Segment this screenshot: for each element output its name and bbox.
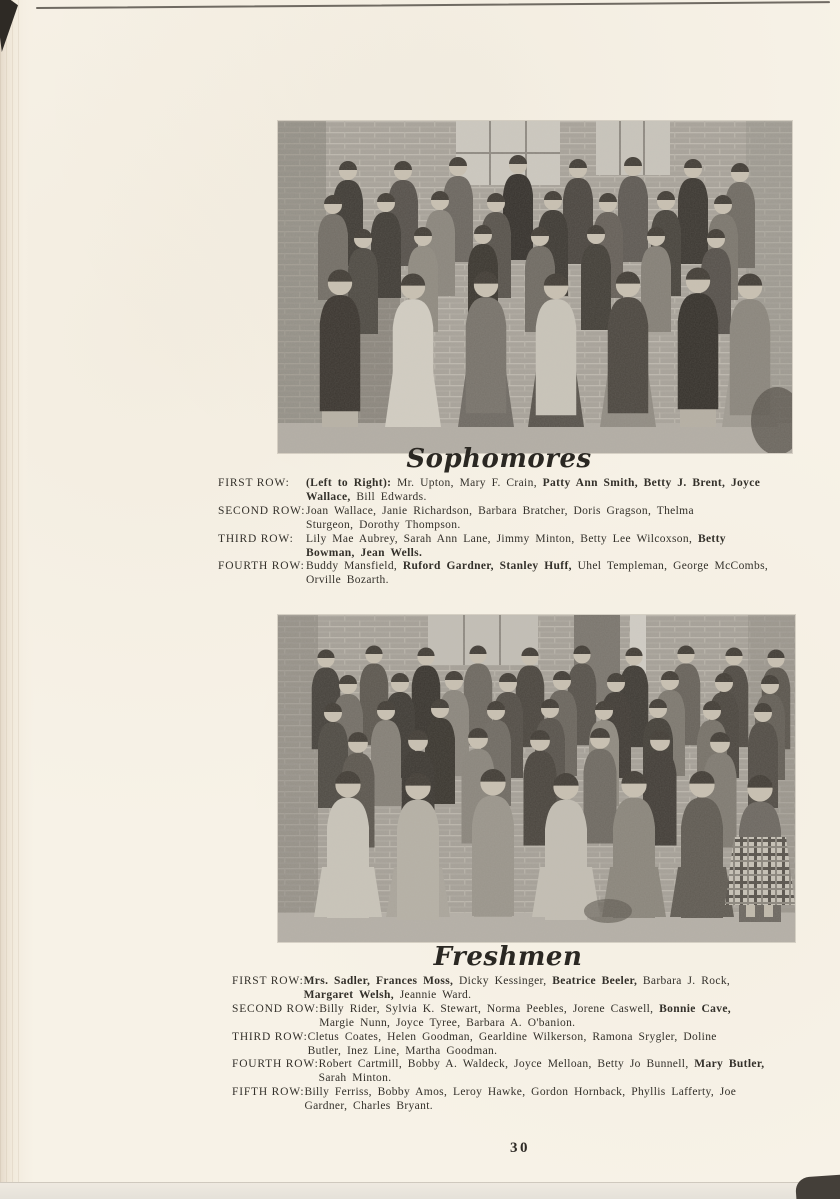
row-names bbox=[319, 1058, 798, 1086]
caption-line bbox=[306, 533, 798, 547]
freshmen-class-photo bbox=[278, 615, 795, 942]
caption-line bbox=[304, 1100, 798, 1114]
caption-row bbox=[218, 477, 798, 505]
freshmen-roster bbox=[232, 975, 798, 1114]
row-label: SECOND ROW: bbox=[218, 504, 306, 517]
caption-row bbox=[232, 1086, 798, 1114]
row-label: SECOND ROW: bbox=[232, 1002, 320, 1015]
caption-line bbox=[308, 1031, 798, 1045]
caption-row bbox=[218, 533, 798, 561]
name-segment: Barbara J. Rock, bbox=[642, 975, 731, 987]
book-binding-edge bbox=[0, 0, 34, 1199]
caption-line bbox=[306, 547, 798, 561]
row-label: THIRD ROW: bbox=[218, 532, 294, 545]
sophomores-roster bbox=[218, 477, 798, 588]
section-title-sophomores: Sophomores bbox=[406, 444, 592, 474]
name-segment: (Left to Right): bbox=[306, 477, 398, 489]
caption-line bbox=[304, 989, 798, 1003]
name-segment: Billy Rider, Sylvia K. Stewart, Norma Peebles, Jorene Caswell, bbox=[319, 1002, 660, 1015]
scan-bottom-edge bbox=[0, 1182, 840, 1199]
name-segment: Mary Butler, bbox=[694, 1058, 765, 1071]
name-segment: Sarah Minton. bbox=[318, 1072, 392, 1085]
row-label: FOURTH ROW: bbox=[232, 1058, 319, 1071]
sophomores-class-photo bbox=[278, 121, 792, 453]
row-names bbox=[306, 505, 798, 533]
row-label: THIRD ROW: bbox=[232, 1030, 308, 1043]
row-names bbox=[306, 533, 798, 561]
row-names bbox=[319, 1003, 798, 1031]
caption-line bbox=[319, 1017, 798, 1031]
caption-line bbox=[304, 1086, 798, 1100]
caption-line bbox=[306, 560, 798, 574]
name-segment: Joan Wallace, Janie Richardson, Barbara Bratcher, Doris Gragson, Thelma bbox=[306, 504, 694, 517]
caption-row bbox=[232, 1058, 798, 1086]
row-names bbox=[306, 477, 798, 505]
section-title-freshmen: Freshmen bbox=[433, 942, 583, 972]
name-segment: Jeannie Ward. bbox=[399, 988, 472, 1001]
caption-line bbox=[319, 1003, 798, 1017]
caption-row bbox=[232, 1031, 798, 1059]
caption-line bbox=[319, 1072, 798, 1086]
name-segment: Betty bbox=[697, 532, 726, 545]
row-names bbox=[304, 975, 798, 1003]
name-segment: Lily Mae Aubrey, Sarah Ann Lane, Jimmy Minton, Betty Lee Wilcoxson, bbox=[306, 532, 698, 545]
caption-row bbox=[218, 505, 798, 533]
name-segment: Bowman, Jean Wells. bbox=[306, 546, 423, 559]
caption-row bbox=[232, 975, 798, 1003]
name-segment: Mrs. Sadler, Frances Moss, bbox=[303, 975, 460, 987]
page-number: 30 bbox=[510, 1140, 530, 1156]
caption-line bbox=[306, 491, 798, 505]
caption-line bbox=[308, 1045, 798, 1059]
name-segment: Bonnie Cave, bbox=[659, 1002, 731, 1015]
group-photo-illustration bbox=[278, 615, 795, 942]
row-label: FIRST ROW: bbox=[218, 477, 290, 489]
name-segment: Butler, Inez Line, Martha Goodman. bbox=[307, 1044, 498, 1057]
name-segment: Sturgeon, Dorothy Thompson. bbox=[306, 518, 461, 531]
row-names bbox=[306, 560, 798, 588]
caption-row bbox=[218, 560, 798, 588]
name-segment: Buddy Mansfield, bbox=[306, 560, 403, 573]
name-segment: Robert Cartmill, Bobby A. Waldeck, Joyce Melloan, Betty Jo Bunnell, bbox=[318, 1058, 695, 1071]
caption-row bbox=[232, 1003, 798, 1031]
freshmen-section bbox=[232, 944, 798, 1114]
row-label: FIFTH ROW: bbox=[232, 1086, 305, 1099]
caption-line bbox=[306, 477, 798, 491]
caption-line bbox=[319, 1058, 798, 1072]
name-segment: Ruford Gardner, Stanley Huff, bbox=[402, 560, 578, 573]
caption-line bbox=[304, 975, 798, 989]
name-segment: Beatrice Beeler, bbox=[552, 975, 643, 987]
name-segment: Gardner, Charles Bryant. bbox=[304, 1100, 433, 1113]
name-segment: Mr. Upton, Mary F. Crain, bbox=[397, 477, 543, 489]
page-corner-shadow-bottom-right bbox=[795, 1174, 840, 1199]
group-photo-illustration bbox=[278, 121, 792, 453]
name-segment: Wallace, bbox=[306, 490, 357, 503]
caption-line bbox=[306, 519, 798, 533]
row-names bbox=[304, 1086, 798, 1114]
caption-line bbox=[306, 505, 798, 519]
name-segment: Patty Ann Smith, Betty J. Brent, Joyce bbox=[542, 477, 761, 489]
name-segment: Uhel Templeman, George McCombs, bbox=[577, 560, 769, 573]
name-segment: Margie Nunn, Joyce Tyree, Barbara A. O'banion. bbox=[319, 1016, 576, 1029]
sophomores-section bbox=[218, 446, 798, 588]
page-top-edge-line bbox=[36, 1, 830, 9]
name-segment: Margaret Welsh, bbox=[303, 988, 400, 1001]
row-label: FOURTH ROW: bbox=[218, 560, 305, 573]
name-segment: Billy Ferriss, Bobby Amos, Leroy Hawke, Gordon Hornback, Phyllis Lafferty, Joe bbox=[304, 1086, 737, 1099]
name-segment: Dicky Kessinger, bbox=[459, 975, 553, 987]
name-segment: Bill Edwards. bbox=[356, 490, 427, 503]
caption-line bbox=[306, 574, 798, 588]
row-label: FIRST ROW: bbox=[232, 975, 304, 987]
row-names bbox=[308, 1031, 798, 1059]
name-segment: Orville Bozarth. bbox=[306, 574, 389, 587]
name-segment: Cletus Coates, Helen Goodman, Gearldine Wilkerson, Ramona Srygler, Doline bbox=[307, 1030, 717, 1043]
